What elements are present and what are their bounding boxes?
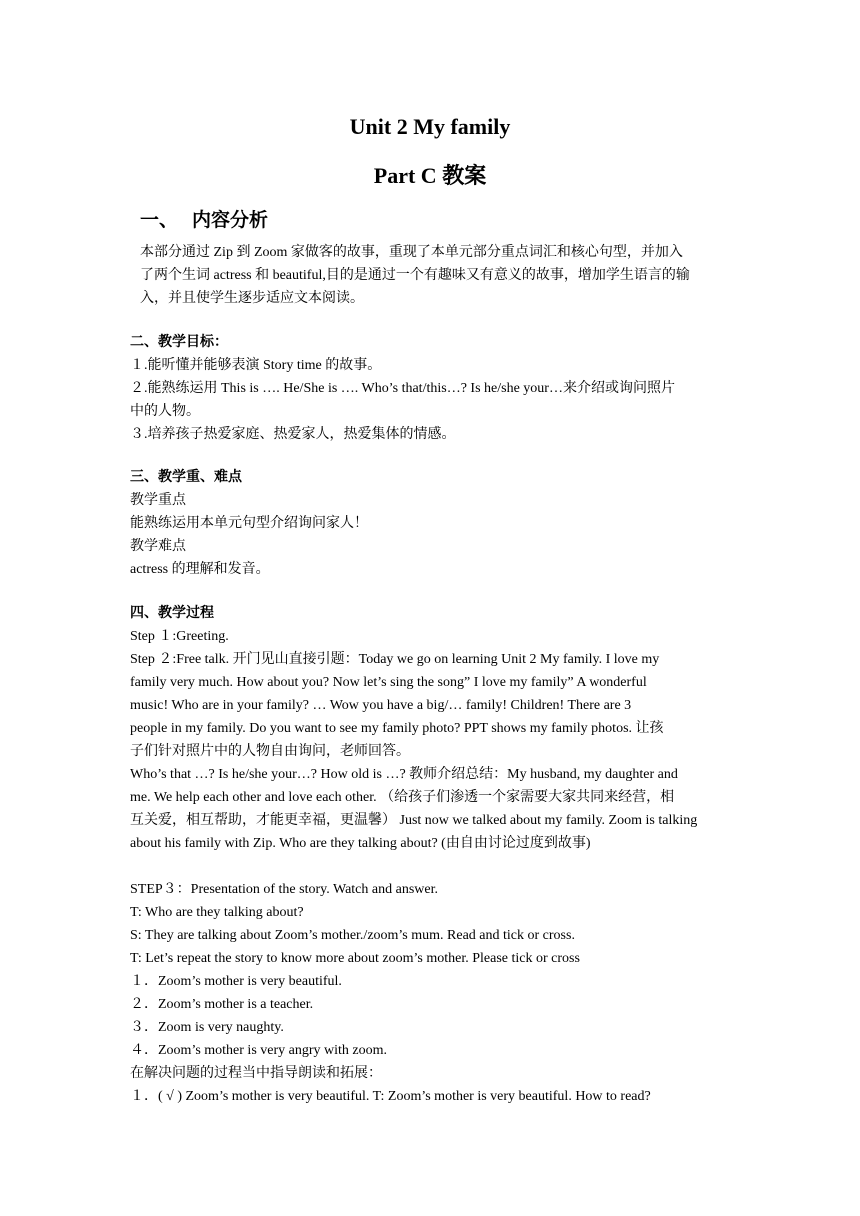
step3-line: 在解决问题的过程当中指导朗读和拓展： [130, 1066, 382, 1081]
objective-line: ２.能熟练运用 This is …. He/She is …. Who’s that/this…? Is he/she your…来介绍或询问照片 [130, 381, 675, 396]
section-4 [130, 602, 730, 1108]
key-point-line: 能熟练运用本单元句型介绍询问家人！ [130, 516, 368, 531]
process-line: Step ２:Free talk. 开门见山直接引题：Today we go on learning Unit 2 My family. I love my [130, 652, 660, 667]
process-line: Step １:Greeting. [130, 629, 229, 644]
step3-line: STEP３：Presentation of the story. Watch and answer. [130, 882, 438, 897]
process-line: people in my family. Do you want to see my family photo? PPT shows my family photos. 让孩 [130, 721, 664, 736]
section-3 [130, 466, 730, 581]
key-point-line: 教学重点 [130, 493, 186, 508]
section-1-heading [140, 205, 268, 232]
process-line: me. We help each other and love each other. （给孩子们渗透一个家需要大家共同来经营，相 [130, 790, 675, 805]
section-2-heading: 二、教学目标： [130, 335, 228, 350]
step3-line: S: They are talking about Zoom’s mother./zoom’s mum. Read and tick or cross. [130, 928, 575, 943]
intro-line: 了两个生词 actress 和 beautiful,目的是通过一个有趣味又有意义的故事，增加学生语言的输 [140, 268, 690, 283]
intro-line: 入，并且使学生逐步适应文本阅读。 [140, 291, 364, 306]
section-1-number: 一、 [140, 209, 179, 231]
section-1-label: 内容分析 [192, 209, 269, 231]
process-line: music! Who are in your family? … Wow you have a big/… family! Children! There are 3 [130, 698, 632, 713]
step3-line: T: Who are they talking about? [130, 905, 304, 920]
key-point-line: 教学难点 [130, 539, 186, 554]
key-point-line: actress 的理解和发音。 [130, 562, 270, 577]
process-line: Who’s that …? Is he/she your…? How old is …? 教师介绍总结：My husband, my daughter and [130, 767, 678, 782]
process-line: 互关爱，相互帮助，才能更幸福，更温馨） Just now we talked about my family. Zoom is talking [130, 813, 698, 828]
step3-line: ４．Zoom’s mother is very angry with zoom. [130, 1043, 388, 1058]
process-line: family very much. How about you? Now let’s sing the song” I love my family” A wonderful [130, 675, 647, 690]
section-2 [130, 331, 730, 446]
document-subtitle: Part C 教案 [373, 163, 487, 188]
step3-line: １．Zoom’s mother is very beautiful. [130, 974, 342, 989]
intro-line: 本部分通过 Zip 到 Zoom 家做客的故事，重现了本单元部分重点词汇和核心句型，并加入 [140, 245, 683, 260]
objective-line: 中的人物。 [130, 404, 200, 419]
objective-line: １.能听懂并能够表演 Story time 的故事。 [130, 358, 382, 373]
step3-line: ２．Zoom’s mother is a teacher. [130, 997, 314, 1012]
step3-line: １．( √ ) Zoom’s mother is very beautiful. T: Zoom’s mother is very beautiful. How to read? [130, 1089, 651, 1104]
document-title: Unit 2 My family [349, 114, 511, 139]
step3-line: ３．Zoom is very naughty. [130, 1020, 284, 1035]
intro-paragraph [140, 241, 730, 310]
process-line: 子们针对照片中的人物自由询问，老师回答。 [130, 744, 410, 759]
section-3-heading: 三、教学重、难点 [130, 470, 242, 485]
process-line: about his family with Zip. Who are they talking about? (由自由讨论过度到故事) [130, 836, 591, 851]
step3-line: T: Let’s repeat the story to know more about zoom’s mother. Please tick or cross [130, 951, 580, 966]
objective-line: ３.培养孩子热爱家庭、热爱家人，热爱集体的情感。 [130, 427, 456, 442]
section-4-heading: 四、教学过程 [130, 606, 214, 621]
